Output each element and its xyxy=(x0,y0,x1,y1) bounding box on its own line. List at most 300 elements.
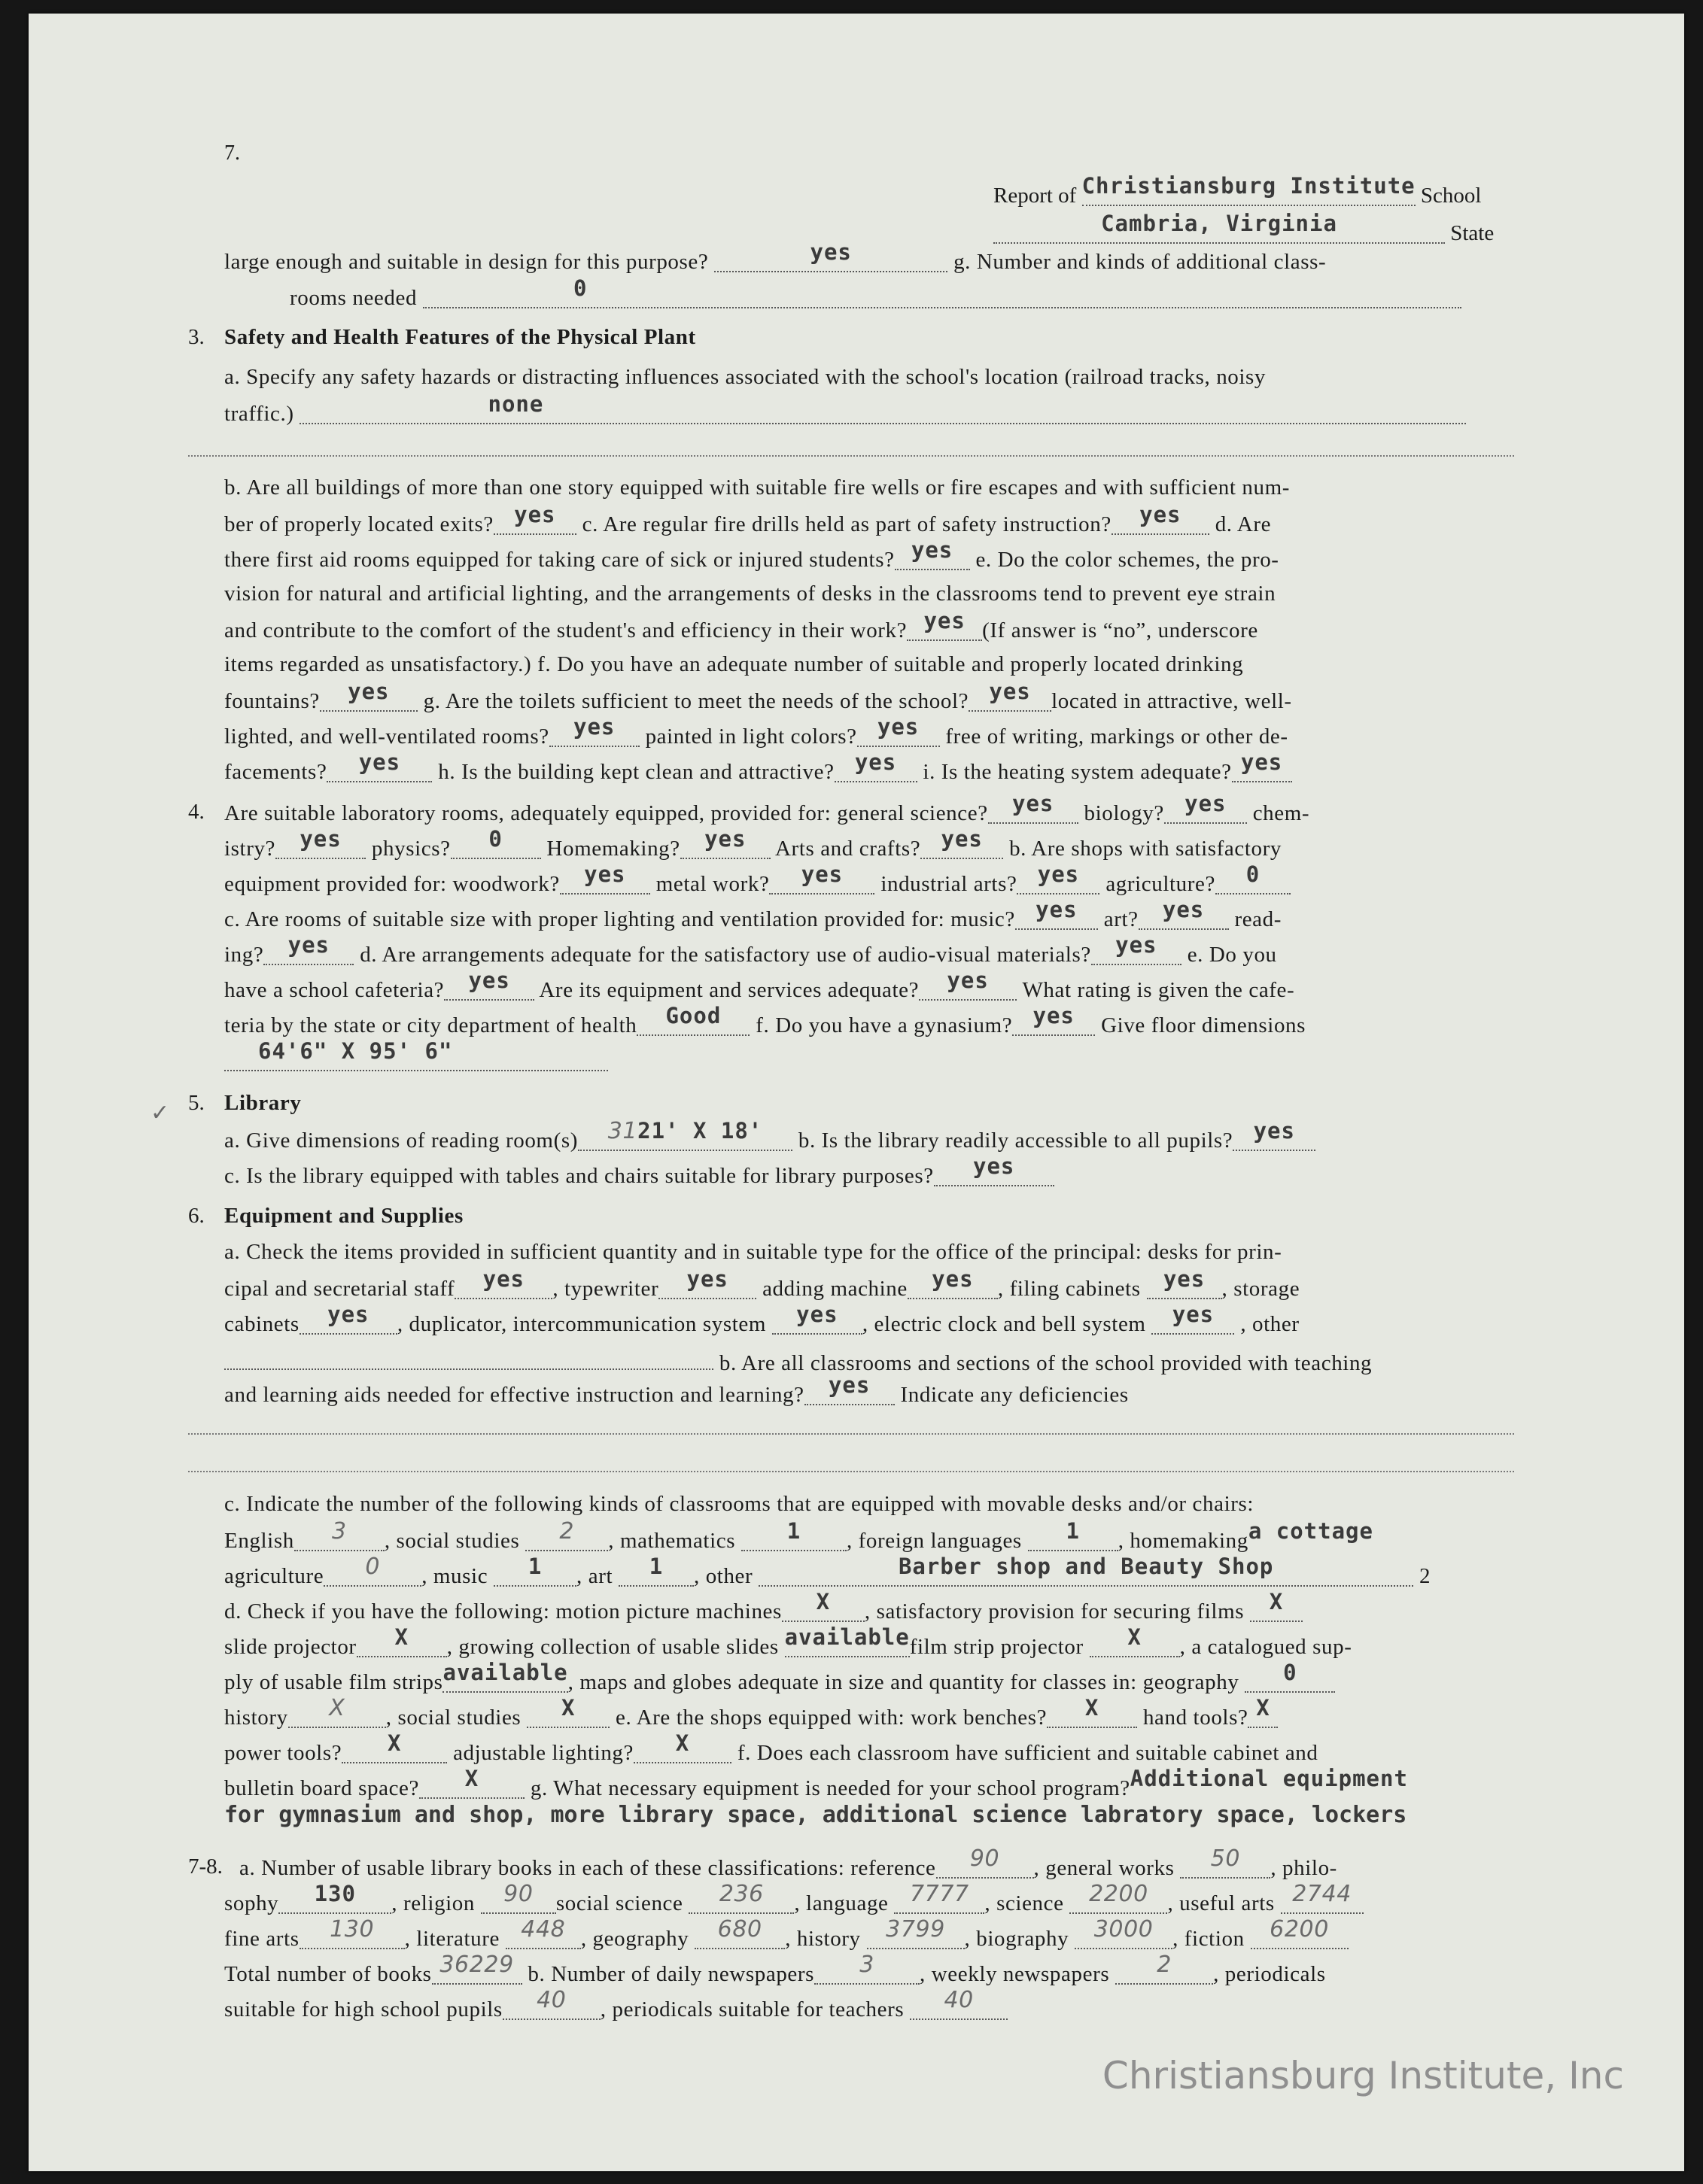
periodicals-teachers-value: 40 xyxy=(944,1987,974,2013)
s6-text: slide projector xyxy=(224,1635,357,1659)
s3-b-line-5 xyxy=(224,608,1514,643)
audio-visual-field xyxy=(1091,932,1181,965)
s4-text: teria by the state or city department of health xyxy=(224,1013,637,1037)
s4-text: istry? xyxy=(224,837,276,861)
s3-text: traffic.) xyxy=(224,402,294,426)
s3-text: d. Are xyxy=(1215,512,1272,536)
s3-b-line-4: vision for natural and artificial lighting, and the arrangements of desks in the classrooms tend to prevent eye strain xyxy=(224,582,1276,606)
s6-text: ply of usable film strips xyxy=(224,1670,443,1694)
useful-arts-books-field xyxy=(1281,1881,1364,1914)
s6-d-line-4 xyxy=(224,1695,1514,1730)
eye-strain-value: yes xyxy=(923,608,966,633)
s78-text: , fiction xyxy=(1172,1927,1245,1951)
first-aid-field xyxy=(895,537,970,570)
defacements-value: yes xyxy=(358,749,401,775)
s6-a-line-5 xyxy=(224,1372,1514,1408)
fiction-books-value: 6200 xyxy=(1270,1916,1329,1943)
history-maps-value: X xyxy=(329,1695,345,1721)
literature-books-value: 448 xyxy=(521,1916,566,1943)
safety-hazards-value: none xyxy=(488,391,544,417)
reading-room-dimensions-field xyxy=(578,1118,792,1151)
s6-text: cipal and secretarial staff xyxy=(224,1277,455,1301)
s3-a-line-2 xyxy=(224,391,1514,427)
s4-text: e. Do you xyxy=(1187,943,1277,967)
s6-text: , social studies xyxy=(385,1706,522,1730)
woodwork-field xyxy=(560,861,650,895)
section-5-heading: Library xyxy=(224,1091,302,1115)
s3-text: e. Do the color schemes, the pro- xyxy=(975,548,1279,572)
s3-b-line-8 xyxy=(224,714,1514,749)
s6-text: , filing cabinets xyxy=(997,1277,1141,1301)
s78-text: , literature xyxy=(404,1927,500,1951)
work-benches-value: X xyxy=(1084,1695,1099,1721)
s6-a-line-3 xyxy=(224,1302,1514,1337)
social-science-books-field xyxy=(689,1881,794,1914)
biography-books-field xyxy=(1075,1916,1172,1949)
chemistry-lab-field xyxy=(275,826,366,859)
film-strips-field xyxy=(442,1660,568,1693)
periodicals-pupils-value: 40 xyxy=(537,1987,567,2013)
s6-text: 2 xyxy=(1419,1564,1431,1588)
s5-text: a. Give dimensions of reading room(s) xyxy=(224,1128,578,1153)
additional-classrooms-value: 0 xyxy=(573,275,588,301)
s6-d-line-2 xyxy=(224,1624,1514,1660)
section-5-number: 5. xyxy=(188,1091,205,1115)
s78-text: , periodicals suitable for teachers xyxy=(600,1997,905,2021)
art-classrooms-field xyxy=(619,1554,694,1587)
report-header xyxy=(993,175,1513,253)
teaching-aids-field xyxy=(804,1372,895,1405)
s5-line-a xyxy=(224,1118,1514,1153)
s78-text: suitable for high school pupils xyxy=(224,1997,503,2021)
s3-b-line-1: b. Are all buildings of more than one story equipped with suitable fire wells or fire escapes and with sufficient num- xyxy=(224,475,1291,500)
fountains-value: yes xyxy=(348,679,390,704)
s6-text: film strip projector xyxy=(909,1635,1084,1659)
s78-text: a. Number of usable library books in each of these classifications: reference xyxy=(239,1856,936,1880)
s3-b-line-9 xyxy=(224,749,1514,785)
s6-text: , social studies xyxy=(384,1529,520,1553)
s4-line-6 xyxy=(224,967,1514,1003)
fountains-field xyxy=(320,679,418,712)
teaching-aids-value: yes xyxy=(828,1372,871,1398)
foreign-lang-classrooms-value: 1 xyxy=(1066,1518,1080,1544)
hand-tools-value: X xyxy=(1256,1695,1270,1721)
ventilated-field xyxy=(549,714,640,747)
s3-text: lighted, and well-ventilated rooms? xyxy=(224,724,549,749)
s4-text: f. Do you have a gynasium? xyxy=(756,1013,1013,1037)
social-studies-maps-field xyxy=(527,1695,610,1728)
art-room-field xyxy=(1139,897,1229,930)
s4-text: have a school cafeteria? xyxy=(224,978,445,1002)
periodicals-teachers-field xyxy=(910,1987,1008,2020)
filmstrip-projector-field xyxy=(1090,1624,1180,1657)
s6-d-line-5 xyxy=(224,1730,1514,1766)
s6-text: English xyxy=(224,1529,294,1553)
reading-room-dimensions-handwritten: 31 xyxy=(607,1118,638,1144)
clean-field xyxy=(835,749,917,782)
s3-text: g. Are the toilets sufficient to meet the needs of the school? xyxy=(423,689,969,713)
storage-cabinets-field xyxy=(300,1302,397,1335)
s6-text: bulletin board space? xyxy=(224,1776,420,1800)
s78-text: , general works xyxy=(1033,1856,1175,1880)
s78-text: , religion xyxy=(391,1891,475,1915)
math-classrooms-field xyxy=(741,1518,847,1551)
s78-text: , philo- xyxy=(1270,1856,1337,1880)
s2-suitable-field xyxy=(714,239,947,272)
needed-equipment-continuation: for gymnasium and shop, more library space, additional science labratory space, lockers xyxy=(224,1802,1407,1828)
reading-room-field xyxy=(263,932,354,965)
music-room-value: yes xyxy=(1035,897,1078,922)
intercom-value: yes xyxy=(796,1302,838,1327)
agriculture-classrooms-value: 0 xyxy=(365,1554,381,1580)
s3-text: located in attractive, well- xyxy=(1051,689,1292,713)
state-label: State xyxy=(1450,221,1495,245)
defacements-field xyxy=(327,749,432,782)
library-accessible-field xyxy=(1233,1118,1315,1151)
s78-text: , geography xyxy=(580,1927,689,1951)
s78-text: sophy xyxy=(224,1891,279,1915)
s2-suitable-value: yes xyxy=(810,239,852,265)
s6-blank-rule-2 xyxy=(188,1471,1514,1472)
s6-text: Indicate any deficiencies xyxy=(900,1383,1129,1407)
metal-work-field xyxy=(769,861,874,895)
additional-classrooms-field xyxy=(423,275,1461,308)
social-studies-maps-value: X xyxy=(561,1695,576,1721)
music-room-field xyxy=(1015,897,1098,930)
other-classrooms-value: Barber shop and Beauty Shop xyxy=(898,1554,1274,1579)
s4-text: b. Are shops with satisfactory xyxy=(1009,837,1282,861)
s6-text: , satisfactory provision for securing films xyxy=(864,1599,1245,1624)
philosophy-books-field xyxy=(278,1881,391,1914)
section-4-number: 4. xyxy=(188,800,205,824)
industrial-arts-value: yes xyxy=(1037,861,1080,887)
fire-drills-value: yes xyxy=(1139,502,1181,527)
gym-dimensions-value: 64'6" X 95' 6" xyxy=(258,1038,453,1064)
needed-equipment-value: Additional equipment xyxy=(1130,1766,1408,1791)
s4-line-2 xyxy=(224,826,1514,861)
math-classrooms-value: 1 xyxy=(786,1518,801,1544)
daily-newspapers-value: 3 xyxy=(859,1952,874,1978)
s6-text: , art xyxy=(576,1564,613,1588)
s4-text: d. Are arrangements adequate for the satisfactory use of audio-visual materials? xyxy=(360,943,1091,967)
s78-text: , history xyxy=(785,1927,861,1951)
s78-line-3 xyxy=(224,1916,1514,1952)
bulletin-board-value: X xyxy=(464,1766,479,1791)
s3-text: painted in light colors? xyxy=(645,724,857,749)
gym-dimensions-field xyxy=(224,1038,608,1071)
motion-picture-field xyxy=(782,1589,865,1622)
s78-text: b. Number of daily newspapers xyxy=(528,1962,815,1986)
s3-text: free of writing, markings or other de- xyxy=(945,724,1288,749)
s6-d-line-6 xyxy=(224,1766,1514,1801)
report-of-label: Report of xyxy=(993,184,1077,208)
s5-text: b. Is the library readily accessible to all pupils? xyxy=(798,1128,1233,1153)
s6-text: g. What necessary equipment is needed for your school program? xyxy=(530,1776,1130,1800)
clock-bell-value: yes xyxy=(1172,1302,1215,1327)
s2-text: rooms needed xyxy=(290,286,418,310)
s6-text: , maps and globes adequate in size and quantity for classes in: geography xyxy=(567,1670,1239,1694)
health-rating-field xyxy=(637,1003,750,1036)
s78-line-5 xyxy=(224,1987,1514,2022)
cafeteria-value: yes xyxy=(468,967,510,993)
religion-books-value: 90 xyxy=(503,1881,534,1907)
slide-projector-value: X xyxy=(394,1624,409,1650)
typewriter-value: yes xyxy=(686,1266,728,1292)
power-tools-value: X xyxy=(387,1730,402,1756)
s6-text: power tools? xyxy=(224,1741,342,1765)
s6-a-line-4 xyxy=(224,1346,1514,1376)
homemaking-lab-value: yes xyxy=(704,826,747,852)
s78-line-4 xyxy=(224,1952,1514,1987)
s4-text: Give floor dimensions xyxy=(1101,1013,1306,1037)
fire-exits-value: yes xyxy=(514,502,556,527)
other-classrooms-field xyxy=(759,1554,1413,1587)
s2-line-1 xyxy=(224,239,1514,275)
biology-lab-value: yes xyxy=(1184,791,1227,816)
s3-b-line-7 xyxy=(224,679,1514,714)
section-6-heading: Equipment and Supplies xyxy=(224,1204,464,1228)
geography-maps-field xyxy=(1245,1660,1335,1693)
s78-text: , weekly newspapers xyxy=(920,1962,1110,1986)
s3-b-line-3 xyxy=(224,537,1514,573)
cafeteria-field xyxy=(444,967,534,1001)
s6-a-line-2 xyxy=(224,1266,1514,1302)
s6-text: , electric clock and bell system xyxy=(862,1312,1146,1336)
section-7-8-number: 7-8. xyxy=(188,1854,223,1879)
s4-text: metal work? xyxy=(655,872,770,896)
s6-blank-rule-1 xyxy=(188,1433,1514,1435)
reading-room-value: yes xyxy=(287,932,330,958)
s5-text: c. Is the library equipped with tables and chairs suitable for library purposes? xyxy=(224,1164,934,1188)
s6-text: f. Does each classroom have sufficient and suitable cabinet and xyxy=(737,1741,1318,1765)
location-value: Cambria, Virginia xyxy=(1101,211,1337,236)
s6-text: , typewriter xyxy=(552,1277,659,1301)
reading-room-dimensions-value: 21' X 18' xyxy=(637,1118,763,1144)
s6-text: , music xyxy=(421,1564,488,1588)
s3-text: i. Is the heating system adequate? xyxy=(923,760,1232,784)
s3-b-line-6: items regarded as unsatisfactory.) f. Do you have an adequate number of suitable and properly located drinking xyxy=(224,652,1244,676)
s4-text: industrial arts? xyxy=(880,872,1017,896)
light-colors-value: yes xyxy=(877,714,920,740)
clock-bell-field xyxy=(1151,1302,1234,1335)
s4-line-7 xyxy=(224,1003,1514,1038)
science-books-value: 2200 xyxy=(1089,1881,1148,1907)
gymnasium-field xyxy=(1012,1003,1095,1036)
daily-newspapers-field xyxy=(814,1952,920,1985)
general-science-lab-field xyxy=(988,791,1078,824)
film-strips-value: available xyxy=(442,1660,568,1685)
fine-arts-books-field xyxy=(300,1916,405,1949)
homemaking-classrooms-value: a cottage xyxy=(1248,1518,1373,1544)
s6-text: d. Check if you have the following: motion picture machines xyxy=(224,1599,782,1624)
toilets-field xyxy=(969,679,1051,712)
agriculture-classrooms-field xyxy=(324,1554,421,1587)
cafeteria-equipment-value: yes xyxy=(947,967,989,993)
library-furniture-field xyxy=(934,1153,1054,1186)
films-provision-field xyxy=(1250,1589,1303,1622)
weekly-newspapers-value: 2 xyxy=(1157,1952,1172,1978)
intercom-field xyxy=(772,1302,862,1335)
s4-text: c. Are rooms of suitable size with proper lighting and ventilation provided for: music? xyxy=(224,907,1015,931)
s6-d-line-3 xyxy=(224,1660,1514,1695)
ventilated-value: yes xyxy=(573,714,616,740)
typewriter-field xyxy=(658,1266,756,1299)
arts-crafts-lab-value: yes xyxy=(941,826,983,852)
motion-picture-value: X xyxy=(816,1589,831,1614)
social-science-books-value: 236 xyxy=(719,1881,764,1907)
heating-field xyxy=(1232,749,1292,782)
chemistry-lab-value: yes xyxy=(300,826,342,852)
woodwork-value: yes xyxy=(584,861,626,887)
clean-value: yes xyxy=(854,749,897,775)
s6-c-line-3 xyxy=(224,1554,1514,1589)
s78-text: Total number of books xyxy=(224,1962,432,1986)
s4-text: biology? xyxy=(1084,801,1164,825)
music-classrooms-value: 1 xyxy=(528,1554,543,1579)
s78-line-1 xyxy=(239,1845,1514,1881)
geography-books-field xyxy=(695,1916,785,1949)
safety-hazards-field xyxy=(300,391,1466,424)
physics-lab-value: 0 xyxy=(488,826,503,852)
homemaking-lab-field xyxy=(680,826,771,859)
adding-machine-field xyxy=(908,1266,998,1299)
history-maps-field xyxy=(288,1695,386,1728)
agriculture-shop-field xyxy=(1215,861,1291,895)
other-office-field xyxy=(224,1346,713,1370)
work-benches-field xyxy=(1047,1695,1137,1728)
toilets-value: yes xyxy=(989,679,1031,704)
staff-desks-value: yes xyxy=(482,1266,525,1292)
s5-line-c xyxy=(224,1153,1514,1189)
english-classrooms-value: 3 xyxy=(331,1518,347,1545)
location-field xyxy=(993,211,1445,244)
s4-text: Arts and crafts? xyxy=(775,837,921,861)
s2-line-2 xyxy=(290,275,1514,311)
metal-work-value: yes xyxy=(801,861,844,887)
s6-text: hand tools? xyxy=(1142,1706,1248,1730)
s6-text: , growing collection of usable slides xyxy=(446,1635,779,1659)
gymnasium-value: yes xyxy=(1032,1003,1075,1028)
films-provision-value: X xyxy=(1269,1589,1284,1614)
s3-text: c. Are regular fire drills held as part of safety instruction? xyxy=(582,512,1112,536)
s4-text: Homemaking? xyxy=(546,837,680,861)
weekly-newspapers-field xyxy=(1115,1952,1213,1985)
s78-text: , useful arts xyxy=(1167,1891,1275,1915)
s3-text: and contribute to the comfort of the student's and efficiency in their work? xyxy=(224,618,908,642)
philosophy-books-value: 130 xyxy=(314,1881,356,1906)
s6-text: , storage xyxy=(1221,1277,1300,1301)
s4-line-5 xyxy=(224,932,1514,967)
s4-text: equipment provided for: woodwork? xyxy=(224,872,560,896)
s78-text: , periodicals xyxy=(1213,1962,1326,1986)
s4-line-8 xyxy=(224,1038,1514,1074)
s6-text: cabinets xyxy=(224,1312,300,1336)
slide-projector-field xyxy=(357,1624,447,1657)
english-classrooms-field xyxy=(294,1518,385,1551)
useful-arts-books-value: 2744 xyxy=(1292,1881,1352,1907)
cafeteria-equipment-field xyxy=(919,967,1017,1001)
total-books-value: 36229 xyxy=(439,1952,514,1978)
s4-text: art? xyxy=(1103,907,1139,931)
filing-cabinets-value: yes xyxy=(1163,1266,1206,1292)
hand-tools-field xyxy=(1248,1695,1278,1728)
s3-text: ber of properly located exits? xyxy=(224,512,494,536)
foreign-lang-classrooms-field xyxy=(1028,1518,1118,1551)
s4-text: physics? xyxy=(371,837,451,861)
s3-b-line-2 xyxy=(224,502,1514,537)
library-accessible-value: yes xyxy=(1253,1118,1295,1144)
page-number: 7. xyxy=(224,141,240,165)
adjustable-lighting-field xyxy=(634,1730,731,1763)
s4-text: read- xyxy=(1234,907,1282,931)
reference-books-value: 90 xyxy=(969,1845,1000,1872)
total-books-field xyxy=(432,1952,522,1985)
s3-blank-rule xyxy=(188,455,1514,457)
section-6-number: 6. xyxy=(188,1204,205,1228)
check-mark-icon: ✓ xyxy=(151,1100,170,1126)
history-books-field xyxy=(867,1916,965,1949)
s6-text: e. Are the shops equipped with: work benches? xyxy=(616,1706,1048,1730)
s3-a-line-1: a. Specify any safety hazards or distracting influences associated with the school's location (railroad tracks, noisy xyxy=(224,365,1267,389)
general-works-value: 50 xyxy=(1210,1845,1241,1872)
watermark-text: Christiansburg Institute, Inc xyxy=(1102,2054,1624,2097)
section-3-number: 3. xyxy=(188,325,205,349)
agriculture-shop-value: 0 xyxy=(1245,861,1261,887)
filmstrip-projector-value: X xyxy=(1127,1624,1142,1650)
reference-books-field xyxy=(936,1845,1034,1879)
music-classrooms-field xyxy=(494,1554,576,1587)
history-books-value: 3799 xyxy=(886,1916,945,1943)
biography-books-value: 3000 xyxy=(1093,1916,1154,1943)
school-name-value: Christiansburg Institute xyxy=(1081,173,1416,199)
arts-crafts-lab-field xyxy=(920,826,1003,859)
language-books-value: 7777 xyxy=(910,1881,969,1907)
biology-lab-field xyxy=(1164,791,1247,824)
s78-text: , science xyxy=(984,1891,1064,1915)
adjustable-lighting-value: X xyxy=(675,1730,690,1756)
language-books-field xyxy=(894,1881,984,1914)
s6-text: , other xyxy=(694,1564,753,1588)
s4-text: What rating is given the cafe- xyxy=(1022,978,1295,1002)
social-studies-classrooms-value: 2 xyxy=(559,1518,575,1545)
s6-text: , other xyxy=(1240,1312,1300,1336)
s2-text: large enough and suitable in design for this purpose? xyxy=(224,250,709,274)
first-aid-value: yes xyxy=(911,537,953,563)
s78-text: , biography xyxy=(964,1927,1069,1951)
s78-text: social science xyxy=(555,1891,683,1915)
s3-text: (If answer is “no”, underscore xyxy=(982,618,1258,642)
general-works-field xyxy=(1180,1845,1270,1879)
s3-text: there first aid rooms equipped for taking care of sick or injured students? xyxy=(224,548,895,572)
staff-desks-field xyxy=(455,1266,552,1299)
adding-machine-value: yes xyxy=(932,1266,974,1292)
s6-text: adjustable lighting? xyxy=(453,1741,634,1765)
school-name-field xyxy=(1081,173,1416,206)
power-tools-field xyxy=(342,1730,447,1763)
s6-c-line-2 xyxy=(224,1518,1514,1554)
s78-line-2 xyxy=(224,1881,1514,1916)
s6-text: , duplicator, intercommunication system xyxy=(397,1312,766,1336)
s4-text: agriculture? xyxy=(1105,872,1215,896)
s4-text: Are suitable laboratory rooms, adequately equipped, provided for: general science? xyxy=(224,801,988,825)
physics-lab-field xyxy=(451,826,541,859)
storage-cabinets-value: yes xyxy=(327,1302,369,1327)
s6-c-line-1: c. Indicate the number of the following kinds of classrooms that are equipped with movable desks and/or chairs: xyxy=(224,1492,1254,1516)
science-books-field xyxy=(1069,1881,1167,1914)
s6-text: , a catalogued sup- xyxy=(1179,1635,1352,1659)
s4-line-3 xyxy=(224,861,1514,897)
school-label: School xyxy=(1420,184,1482,208)
